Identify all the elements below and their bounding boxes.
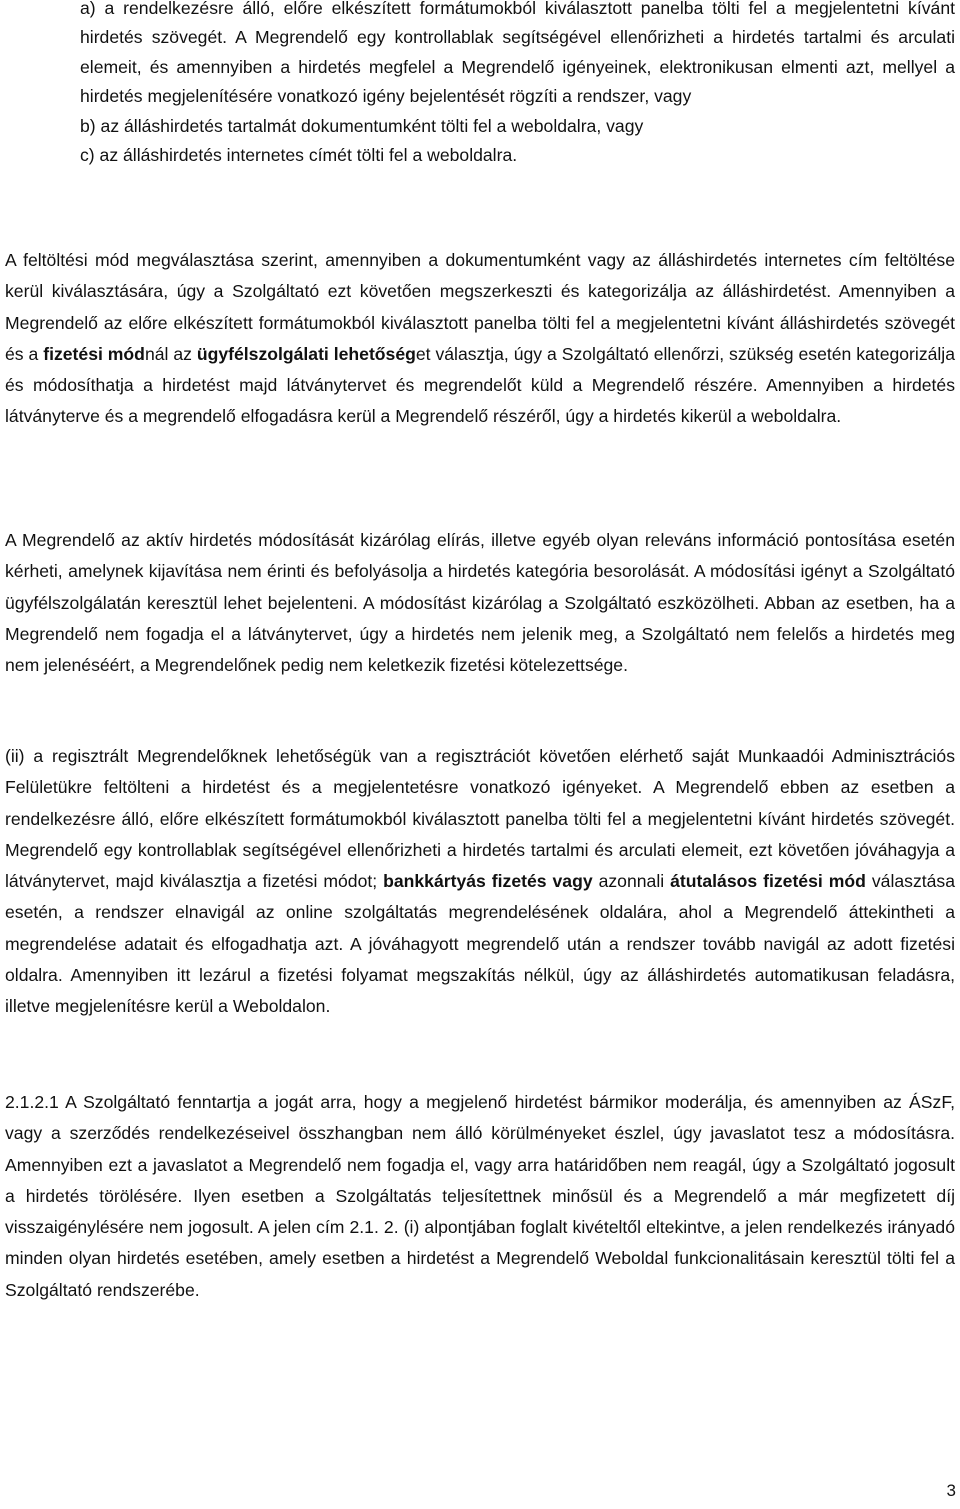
text-run: A feltöltési mód megválasztása szerint, amennyiben a dokumentumként vagy az álláshirdetés internetes cím feltöltése kerül kiválasztására, úgy a Szolgáltató ezt követően megszerkeszti és kategorizálja az álláshirdetést. Amennyiben a Megrendelő az előre elkészített formátumokból kiválasztott panelba tölti fel a megjelentetni kívánt álláshirdetés szövegét és a <box>5 250 955 364</box>
paragraph-moderation: 2.1.2.1 A Szolgáltató fenntartja a jogát arra, hogy a megjelenő hirdetést bármikor moderálja, és amennyiben az ÁSzF, vagy a szerződés rendelkezéseivel összhangban nem álló körülményeket észlel, úgy javaslatot tesz a módosításra. Amennyiben ezt a javaslatot a Megrendelő nem fogadja el, vagy arra határidőben nem reagál, úgy a Szolgáltató jogosult a hirdetés törölésére. Ilyen esetben a Szolgáltatás teljesítettnek minősül és a Megrendelő a már megfizetett díj visszaigénylésére nem jogosult. A jelen cím 2.1. 2. (i) alpontjában foglalt kivételtől eltekintve, a jelen rendelkezés irányadó minden olyan hirdetés esetében, amely esetben a hirdetést a Megrendelő Weboldal funkcionalitásain keresztül tölti fel a Szolgáltató rendszerébe. <box>5 1092 955 1300</box>
paragraph-upload-mode <box>5 245 955 433</box>
text-run: választása esetén, a rendszer elnavigál az online szolgáltatás megrendelésének oldalára, ahol a Megrendelő áttekintheti a megrendelése adatait és elfogadhatja azt. A jóváhagyott megrendelő után a rendszer tovább navigál az adott fizetési oldalra. Amennyiben itt lezárul a fizetési folyamat megszakítás nélkül, úgy az álláshirdetés automatikusan feladásra, illetve megjelenítésre kerül a Weboldalon. <box>5 871 955 1017</box>
text-run: azonnali <box>592 871 671 892</box>
paragraph-modification: A Megrendelő az aktív hirdetés módosítását kizárólag elírás, illetve egyéb olyan releváns információ pontosítása esetén kérheti, amelynek kijavítása nem érinti és befolyásolja a hirdetés kategória besorolását. A módosítási igényt a Szolgáltató ügyfélszolgálatán keresztül lehet bejelenteni. A módosítást kizárólag a Szolgáltató eszközölheti. Abban az esetben, ha a Megrendelő nem fogadja el a látványtervet, úgy a hirdetés nem jelenik meg, a Szolgáltató nem felelős a hirdetés meg nem jelenéséért, a Megrendelőnek pedig nem keletkezik fizetési kötelezettsége. <box>5 530 955 676</box>
text-run: et választja, úgy a Szolgáltató ellenőrzi, szükség esetén kategorizálja és módosíthatja a hirdetést majd látványtervet és megrendelőt küld a Megrendelő részére. Amennyiben a hirdetés látványterve és a megrendelő elfogadásra kerül a Megrendelő részéről, úgy a hirdetés kikerül a weboldalra. <box>5 343 956 427</box>
option-list <box>80 0 955 170</box>
bold-term-customer-service: ügyfélszolgálati lehetőség <box>196 343 416 364</box>
text-run: (ii) a regisztrált Megrendelőknek lehetőségük van a regisztrációt követően elérhető saját Munkaadói Adminisztrációs Felületükre feltölteni a hirdetést és a megjelentetésre vonatkozó igényeket. A Megrendelő ebben az esetben a rendelkezésre álló, előre elkészített formátumokból kiválasztott panelba tölti fel a megjelentetni kívánt hirdetés szövegét. Megrendelő egy kontrollablak segítségével ellenőrizheti a hirdetés tartalmi és arculati elemeit, ezt követően jóváhagyja a látványtervet, majd kiválasztja a fizetési módot; <box>5 746 955 892</box>
text-run: nál az <box>144 343 197 364</box>
bold-term-transfer-payment: átutalásos fizetési mód <box>670 871 866 892</box>
page-number: 3 <box>946 1481 956 1500</box>
bold-term-payment-mode: fizetési mód <box>43 343 145 364</box>
list-item-a: a) a rendelkezésre álló, előre elkészített formátumokból kiválasztott panelba tölti fel a megjelentetni kívánt hirdetés szövegét. A Megrendelő egy kontrollablak segítségével ellenőrizheti a hirdetés tartalmi és arculati elemeit, és amennyiben a hirdetés megfelel a Megrendelő igényeinek, elektronikusan elmenti azt, mellyel a hirdetés megjelenítésére vonatkozó igény bejelentését rögzíti a rendszer, vagy <box>80 0 955 107</box>
bold-term-card-payment: bankkártyás fizetés vagy <box>383 871 593 892</box>
list-item-c: c) az álláshirdetés internetes címét tölti fel a weboldalra. <box>80 145 518 166</box>
list-item-b: b) az álláshirdetés tartalmát dokumentumként tölti fel a weboldalra, vagy <box>80 115 644 136</box>
paragraph-registered-customers <box>5 741 955 1023</box>
